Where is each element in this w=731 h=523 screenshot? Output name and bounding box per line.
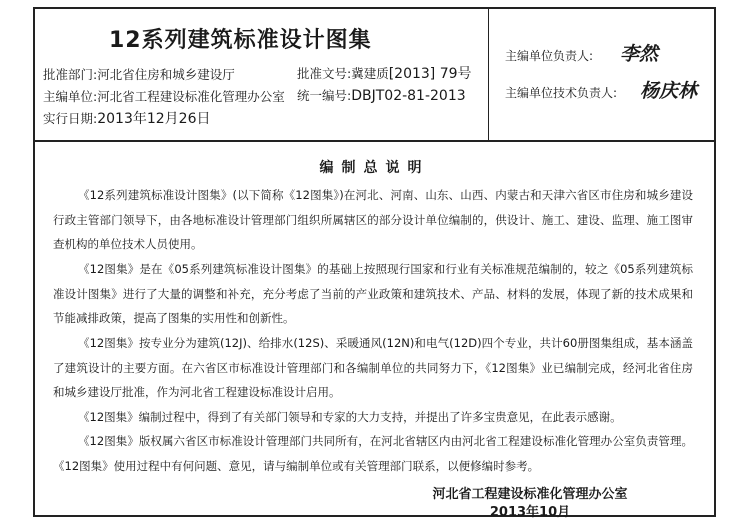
- effective-date: [43, 108, 210, 128]
- document-header: [35, 9, 714, 142]
- section-heading: 编制总说明: [319, 160, 430, 176]
- approval-doc-value: [2013] 79号: [388, 66, 472, 82]
- paragraph-2: 《12图集》是在《05系列建筑标准设计图集》的基础上按照现行国家和行业有关标准规范编制的，较之《05系列建筑标准设计图集》进行了大量的调整和补充，充分考虑了当前的产业政策和建筑技术、产品、材料的发展，体现了新的技术成果和节能减排政策，提高了图集的实用性和创新性。: [53, 262, 693, 325]
- unified-no-value: DBJT02-81-2013: [351, 88, 466, 104]
- unit-head-signature: 李然: [620, 43, 659, 65]
- paragraph-1: 《12系列建筑标准设计图集》(以下简称《12图集》)在河北、河南、山东、山西、内蒙古和天津六省区市住房和城乡建设行政主管部门领导下，由各地标准设计管理部门组织所属辖区的部分设计单位编制的，供设计、施工、建设、监理、施工图审查机构的单位技术人员使用。: [53, 188, 693, 251]
- approval-document-number: [297, 63, 472, 83]
- issuing-organization: 河北省工程建设标准化管理办公室: [432, 487, 628, 502]
- document-title: 12系列建筑标准设计图集: [109, 28, 372, 53]
- effective-date-label: 实行日期:: [43, 111, 98, 126]
- approval-department: 批准部门:河北省住房和城乡建设厅: [43, 67, 235, 82]
- unified-no-label: 统一编号:: [297, 88, 352, 103]
- effective-date-value: 2013年12月26日: [97, 111, 211, 127]
- paragraph-3: 《12图集》按专业分为建筑(12J)、给排水(12S)、采暖通风(12N)和电气(12D)四个专业，共计60册图集组成，基本涵盖了建筑设计的主要方面。在六省区市标准设计管理部门和各编制单位的共同努力下，《12图集》业已编制完成，经河北省住房和城乡建设厅批准，作为河北省工程建设标准设计启用。: [53, 336, 693, 399]
- unit-head-label: 主编单位负责人:: [505, 49, 594, 63]
- paragraph-5: 《12图集》版权属六省区市标准设计管理部门共同所有，在河北省辖区内由河北省工程建设标准化管理办公室负责管理。《12图集》使用过程中有何问题、意见，请与编制单位或有关管理部门联系，以便修编时参考。: [53, 434, 693, 473]
- issue-date: 2013年10月: [489, 505, 571, 520]
- approval-doc-label: 批准文号:冀建质: [297, 66, 389, 81]
- unified-number: [297, 86, 466, 104]
- paragraph-4: 《12图集》编制过程中，得到了有关部门领导和专家的大力支持，并提出了许多宝贵意见，在此表示感谢。: [78, 410, 622, 424]
- editor-unit: 主编单位:河北省工程建设标准化管理办公室: [43, 89, 285, 104]
- tech-head-label: 主编单位技术负责人:: [505, 86, 618, 100]
- document-frame: [33, 7, 716, 520]
- header-info-block: [35, 9, 489, 140]
- tech-head-signature: 杨庆林: [640, 80, 698, 102]
